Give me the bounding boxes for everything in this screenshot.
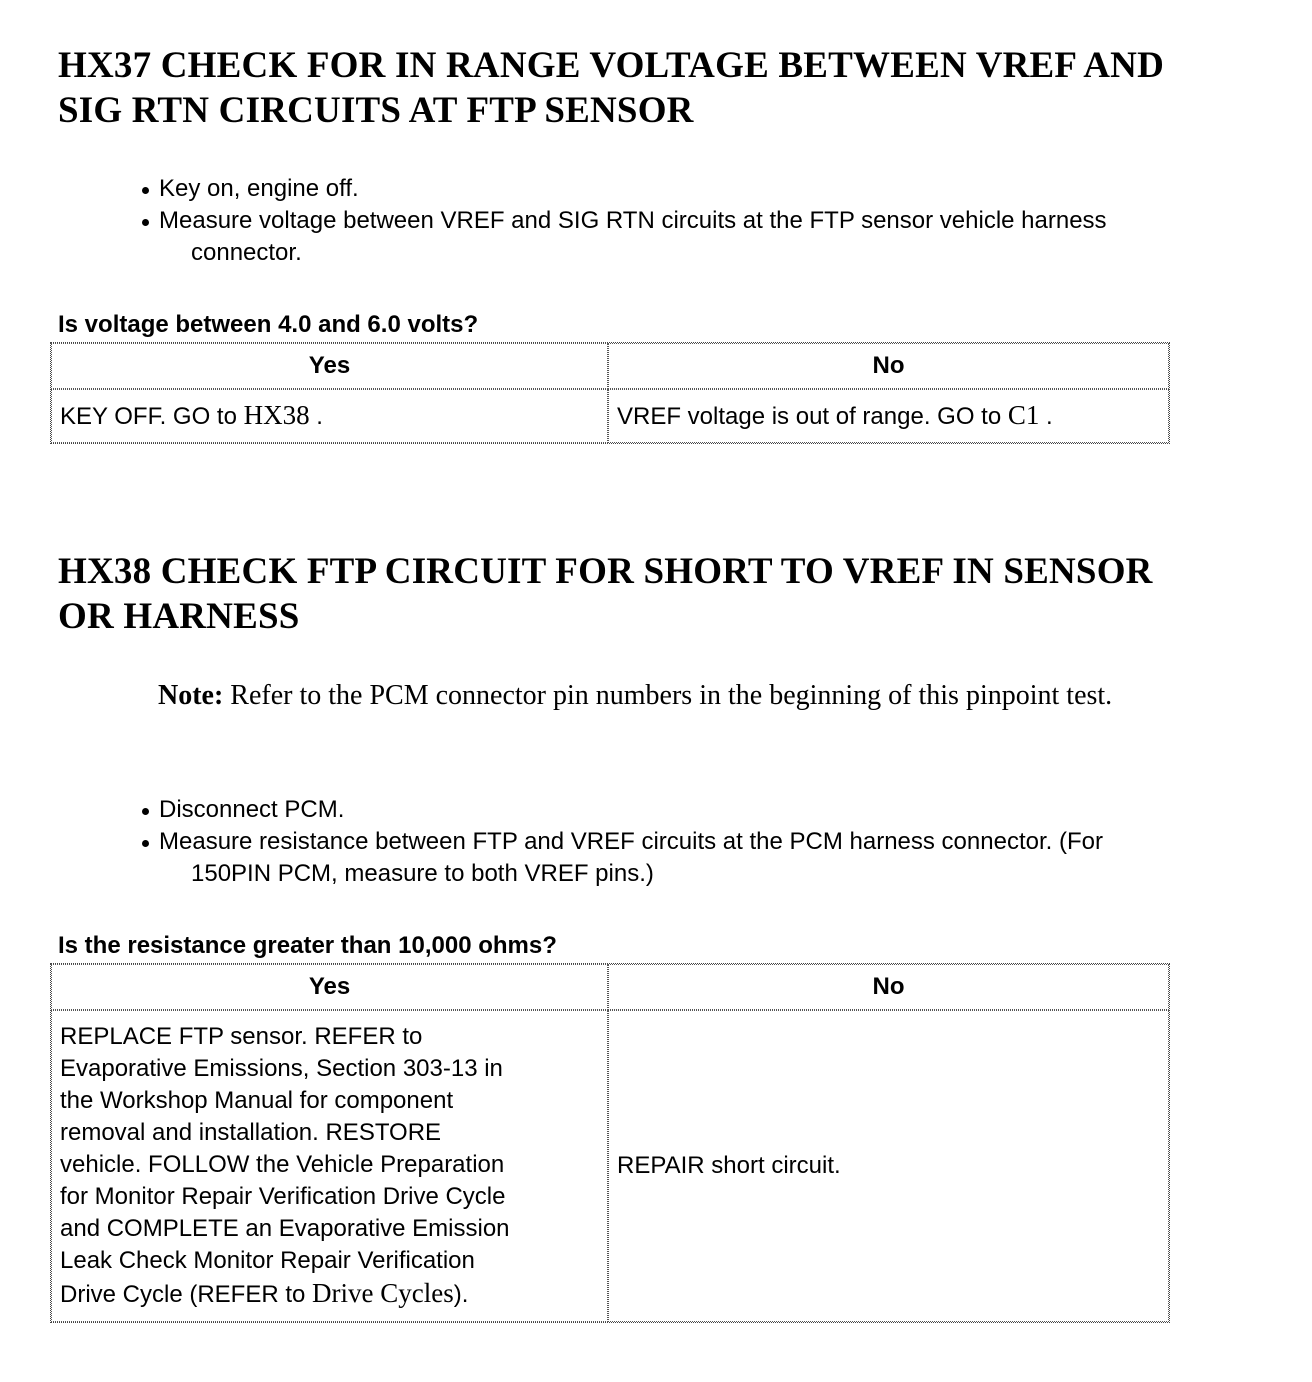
hx37-no-cell: VREF voltage is out of range. GO to C1 . <box>608 389 1169 443</box>
hx37-question: Is voltage between 4.0 and 6.0 volts? <box>58 311 479 338</box>
hx38-yes-cell: REPLACE FTP sensor. REFER to Evaporative Emissions, Section 303-13 in the Workshop Manual for component removal and installation. RESTORE vehicle. FOLLOW the Vehicle Preparation for Monitor Repair Verification Drive Cycle and COMPLETE an Evaporative Emission Leak Check Monitor Repair Verification Drive Cycle (REFER to Drive Cycles). <box>51 1010 608 1322</box>
hx37-yes-cell: KEY OFF. GO to HX38 . <box>51 389 608 443</box>
hx37-col-no: No <box>608 343 1169 389</box>
note-text: Refer to the PCM connector pin numbers in the beginning of this pinpoint test. <box>223 680 1113 711</box>
hx37-heading-line2: SIG RTN CIRCUITS AT FTP SENSOR <box>58 90 694 131</box>
drive-cycles-link[interactable]: Drive Cycles <box>312 1278 454 1308</box>
hx37-step-1: Key on, engine off. <box>142 173 1107 205</box>
hx38-step-1: Disconnect PCM. <box>142 794 1103 826</box>
hx37-answer-table <box>50 342 1170 444</box>
hx38-heading-line1: HX38 CHECK FTP CIRCUIT FOR SHORT TO VREF IN SENSOR <box>58 551 1153 592</box>
hx37-step-2: Measure voltage between VREF and SIG RTN circuits at the FTP sensor vehicle harness connector. <box>142 205 1107 269</box>
hx38-heading-line2: OR HARNESS <box>58 596 300 637</box>
hx38-col-no: No <box>608 964 1169 1010</box>
note-label: Note: <box>158 680 224 711</box>
hx37-steps <box>142 173 1107 269</box>
hx37-heading-line1: HX37 CHECK FOR IN RANGE VOLTAGE BETWEEN VREF AND <box>58 45 1165 86</box>
hx38-col-yes: Yes <box>51 964 608 1010</box>
hx37-col-yes: Yes <box>51 343 608 389</box>
hx38-link[interactable]: HX38 <box>243 400 310 430</box>
hx38-heading <box>58 549 1153 639</box>
hx38-answer-table <box>50 963 1170 1323</box>
hx38-steps <box>142 794 1103 890</box>
c1-link[interactable]: C1 <box>1007 400 1040 430</box>
hx38-step-2: Measure resistance between FTP and VREF circuits at the PCM harness connector. (For 150PIN PCM, measure to both VREF pins.) <box>142 826 1103 890</box>
hx37-heading <box>58 43 1164 133</box>
hx38-note <box>158 676 1248 716</box>
hx38-no-cell: REPAIR short circuit. <box>608 1010 1169 1322</box>
hx38-question: Is the resistance greater than 10,000 ohms? <box>58 932 557 959</box>
